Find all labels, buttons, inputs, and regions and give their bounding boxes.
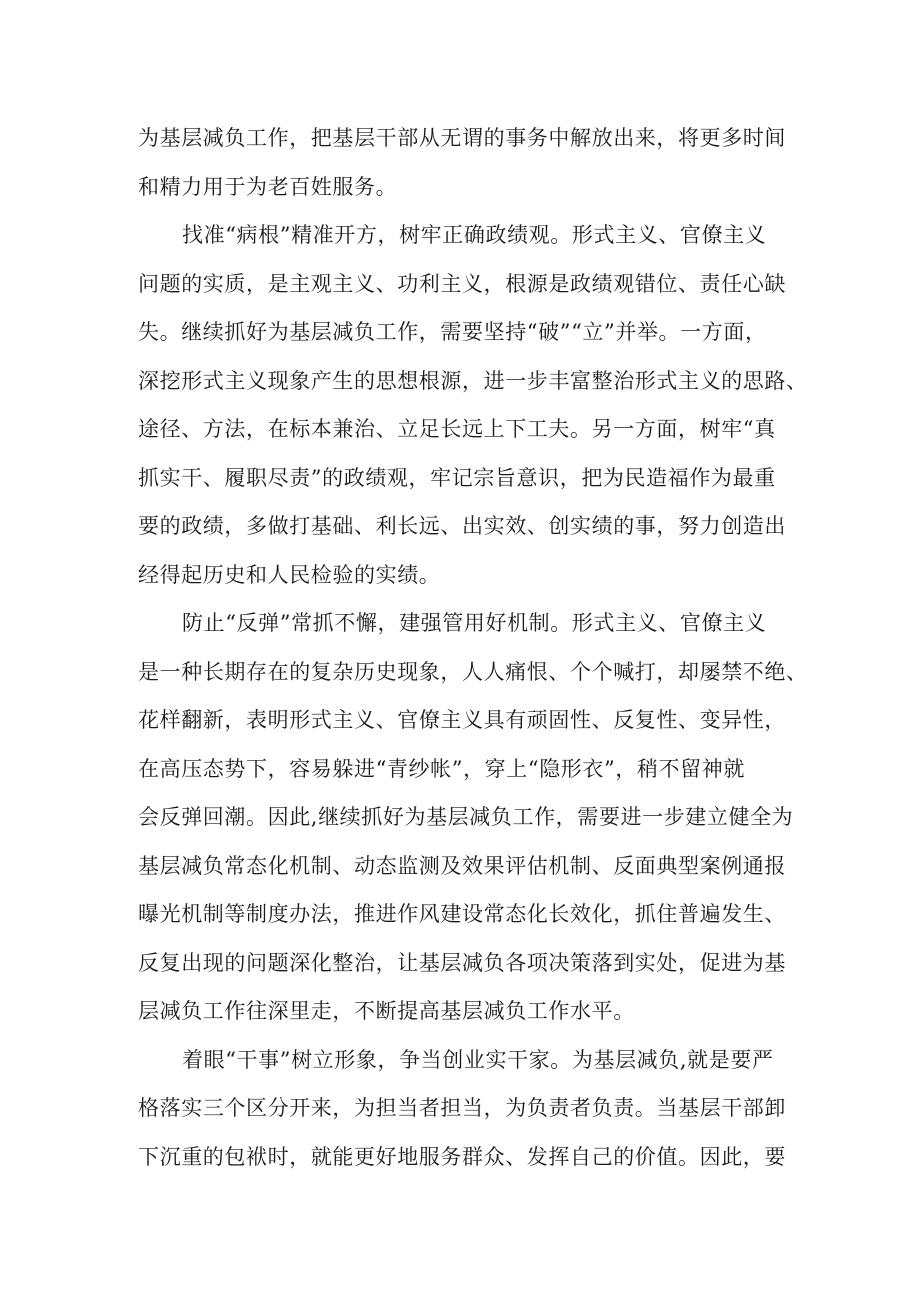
document-body — [138, 114, 808, 1181]
text-line: 失。继续抓好为基层减负工作，需要坚持“破”“立”并举。一方面， — [138, 320, 767, 344]
text-line: 问题的实质，是主观主义、功利主义，根源是政绩观错位、责任心缺 — [138, 271, 786, 296]
paragraph-2 — [138, 211, 808, 599]
text-line: 找准“病根”精准开方，树牢正确政绩观。形式主义、官僚主义 — [182, 223, 767, 247]
text-line: 和精力用于为老百姓服务。 — [138, 174, 398, 199]
text-line: 着眼“干事”树立形象，争当创业实干家。为基层减负,就是要严 — [182, 1047, 774, 1072]
text-line: 是一种长期存在的复杂历史现象，人人痛恨、个个喊打，却屡禁不绝、 — [138, 659, 808, 684]
text-line: 基层减负常态化机制、动态监测及效果评估机制、反面典型案例通报 — [138, 853, 786, 878]
text-line: 格落实三个区分开来，为担当者担当，为负责者负责。当基层干部卸 — [138, 1096, 786, 1120]
text-line: 层减负工作往深里走，不断提高基层减负工作水平。 — [138, 999, 635, 1023]
text-line: 会反弹回潮。因此,继续抓好为基层减负工作，需要进一步建立健全为 — [138, 805, 794, 829]
text-line: 深挖形式主义现象产生的思想根源，进一步丰富整治形式主义的思路、 — [138, 368, 808, 393]
text-line: 抓实干、履职尽责”的政绩观，牢记宗旨意识，把为民造福作为最重 — [138, 465, 776, 490]
text-line: 要的政绩，多做打基础、利长远、出实效、创实绩的事，努力创造出 — [138, 514, 786, 538]
text-line: 反复出现的问题深化整治，让基层减负各项决策落到实处，促进为基 — [138, 950, 786, 975]
paragraph-4 — [138, 1036, 798, 1182]
text-line: 在高压态势下，容易躲进“青纱帐”，穿上“隐形衣”，稍不留神就 — [138, 756, 745, 781]
paragraph-1 — [138, 114, 798, 211]
text-line: 经得起历史和人民检验的实绩。 — [138, 562, 441, 587]
paragraph-3 — [138, 599, 808, 1036]
text-line: 花样翻新，表明形式主义、官僚主义具有顽固性、反复性、变异性， — [138, 708, 786, 732]
text-line: 途径、方法，在标本兼治、立足长远上下工夫。另一方面，树牢“真 — [138, 417, 776, 441]
text-line: 曝光机制等制度办法，推进作风建设常态化长效化，抓住普遍发生、 — [138, 902, 786, 926]
text-line: 下沉重的包袱时，就能更好地服务群众、发挥自己的价值。因此，要 — [138, 1144, 786, 1169]
text-line: 防止“反弹”常抓不懈，建强管用好机制。形式主义、官僚主义 — [182, 611, 767, 635]
text-line: 为基层减负工作，把基层干部从无谓的事务中解放出来，将更多时间 — [138, 126, 786, 150]
